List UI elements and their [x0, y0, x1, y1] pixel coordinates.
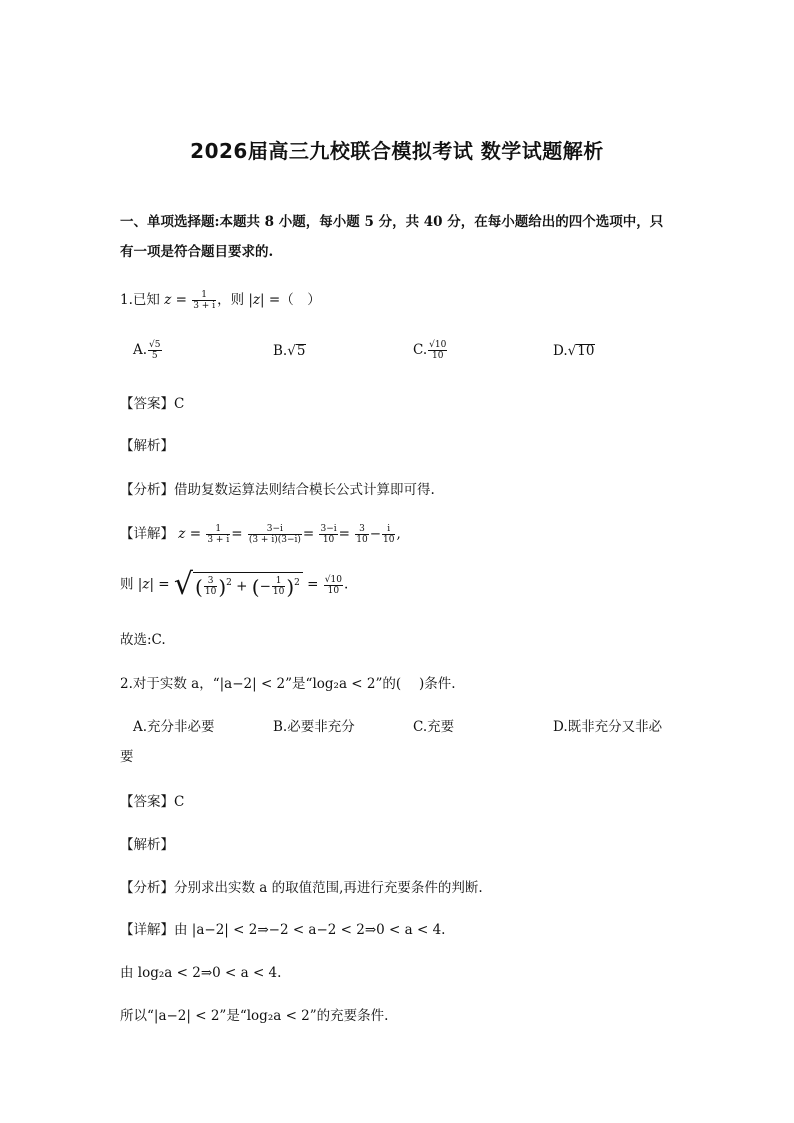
q1-analysis: 【分析】借助复数运算法则结合模长公式计算即可得. [120, 482, 435, 498]
document-title: 2026届高三九校联合模拟考试 数学试题解析 [190, 139, 604, 163]
q1-suffix: ，则 [217, 292, 245, 308]
q1-modulus: 则 |z| = √ ( $\frac{3}{10}$ )$^2$ + (− $\frac{1}{10}$ )$^2$ = $\frac{√10}{10}$ . [120, 567, 349, 602]
q1-option-a: A. $\frac{√5}{5}$ [133, 340, 161, 361]
q1-abs-z: |z| [248, 292, 265, 308]
q1-answer: 【答案】C [120, 396, 185, 412]
q2-detail-2: 由 log₂a < 2⇒0 < a < 4. [120, 965, 282, 981]
q1-jiexi: 【解析】 [120, 438, 174, 454]
q2-option-a: A.充分非必要 [133, 719, 215, 735]
q2-answer: 【答案】C [120, 794, 185, 810]
q2-jiexi: 【解析】 [120, 837, 174, 853]
section-heading-line1: 一、单项选择题:本题共 8 小题，每小题 5 分，共 40 分，在每小题给出的四个选项中，只 [120, 214, 664, 230]
q1-option-c: C. $\frac{√10}{10}$ [413, 340, 447, 361]
q2-option-d-wrap: 要 [120, 749, 134, 765]
q1-fraction: $\frac{1}{3 + i}$ [193, 290, 216, 311]
q2-option-b: B.必要非充分 [273, 719, 355, 735]
q1-blank: =（ ） [268, 292, 321, 308]
q1-prefix: 1.已知 [120, 292, 160, 308]
q2-detail-3: 所以“|a−2| < 2”是“log₂a < 2”的充要条件. [120, 1008, 389, 1024]
q2-option-d: D.既非充分又非必 [553, 719, 663, 735]
q1-option-d: D.√10 [553, 343, 595, 359]
q1-option-b: B.√5 [273, 343, 306, 359]
q2-detail-1: 【详解】由 |a−2| < 2⇒−2 < a−2 < 2⇒0 < a < 4. [120, 922, 446, 938]
q1-conclusion: 故选:C. [120, 632, 166, 648]
q2-stem: 2.对于实数 a，“|a−2| < 2”是“log₂a < 2”的( )条件. [120, 676, 456, 692]
q1-stem: 1.已知 z = $\frac{1}{3 + i}$ ，则 |z| =（ ） [120, 290, 321, 311]
q1-detail: 【详解】 z = $\frac{1}{3 + i}$ = $\frac{3-i}{(3 + i)(3-i)}$ = $\frac{3-i}{10}$ = $\frac{3}{10}$ − $\frac{i}{10}$ , [120, 524, 401, 545]
q2-option-c: C.充要 [413, 719, 455, 735]
section-heading-line2: 有一项是符合题目要求的. [120, 244, 274, 260]
q2-analysis: 【分析】分别求出实数 a 的取值范围,再进行充要条件的判断. [120, 880, 483, 896]
